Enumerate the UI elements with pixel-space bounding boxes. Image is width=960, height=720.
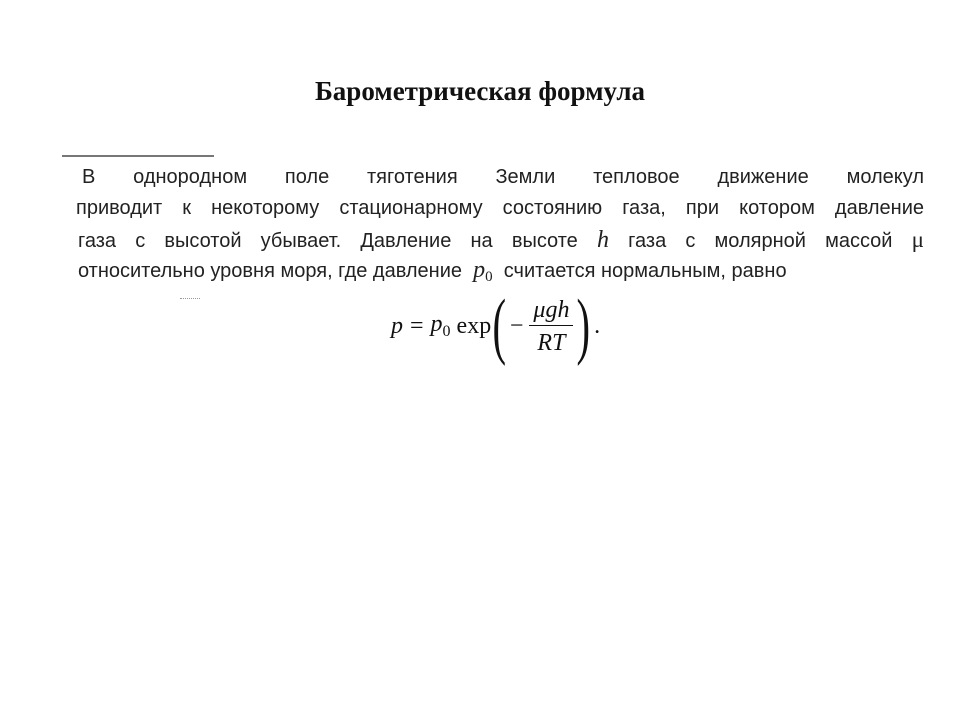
formula-equals: = <box>410 312 424 339</box>
paragraph-text: газа с молярной массой <box>628 230 893 252</box>
scan-rule <box>62 155 214 157</box>
formula-exp: exp <box>456 312 492 339</box>
scan-artifact <box>180 298 200 301</box>
formula-minus: − <box>509 312 524 339</box>
formula-left-paren: ( <box>492 285 507 367</box>
variable-p: p <box>473 257 486 283</box>
paragraph-line-2: приводит к некоторому стационарному состоянию газа, при котором давление <box>76 197 924 219</box>
formula-p: p <box>430 311 443 337</box>
paragraph-line-4 <box>78 255 924 286</box>
variable-p0 <box>473 257 493 283</box>
formula-subscript: 0 <box>442 323 451 340</box>
paragraph-text: газа с высотой убывает. Давление на высоте <box>78 230 578 252</box>
paragraph-line-3 <box>78 224 924 255</box>
paragraph-line-1: В однородном поле тяготения Земли тепловое движение молекул <box>82 166 924 188</box>
formula-p0 <box>431 311 451 341</box>
formula-lhs: p <box>391 312 403 339</box>
formula-right-paren: ) <box>577 285 591 367</box>
formula-numerator: μgh <box>529 297 573 326</box>
formula-denominator: RT <box>537 329 566 356</box>
body-paragraph <box>78 162 924 286</box>
variable-mu: μ <box>911 227 924 252</box>
formula-fraction <box>529 297 573 356</box>
subscript-0: 0 <box>485 269 493 285</box>
barometric-formula <box>391 285 601 367</box>
paragraph-text: считается нормальным, равно <box>503 260 787 282</box>
formula-period: . <box>594 312 601 339</box>
paragraph-text: относительно уровня моря, где давление <box>78 260 463 282</box>
slide-title: Барометрическая формула <box>314 76 646 106</box>
variable-h: h <box>596 227 609 253</box>
